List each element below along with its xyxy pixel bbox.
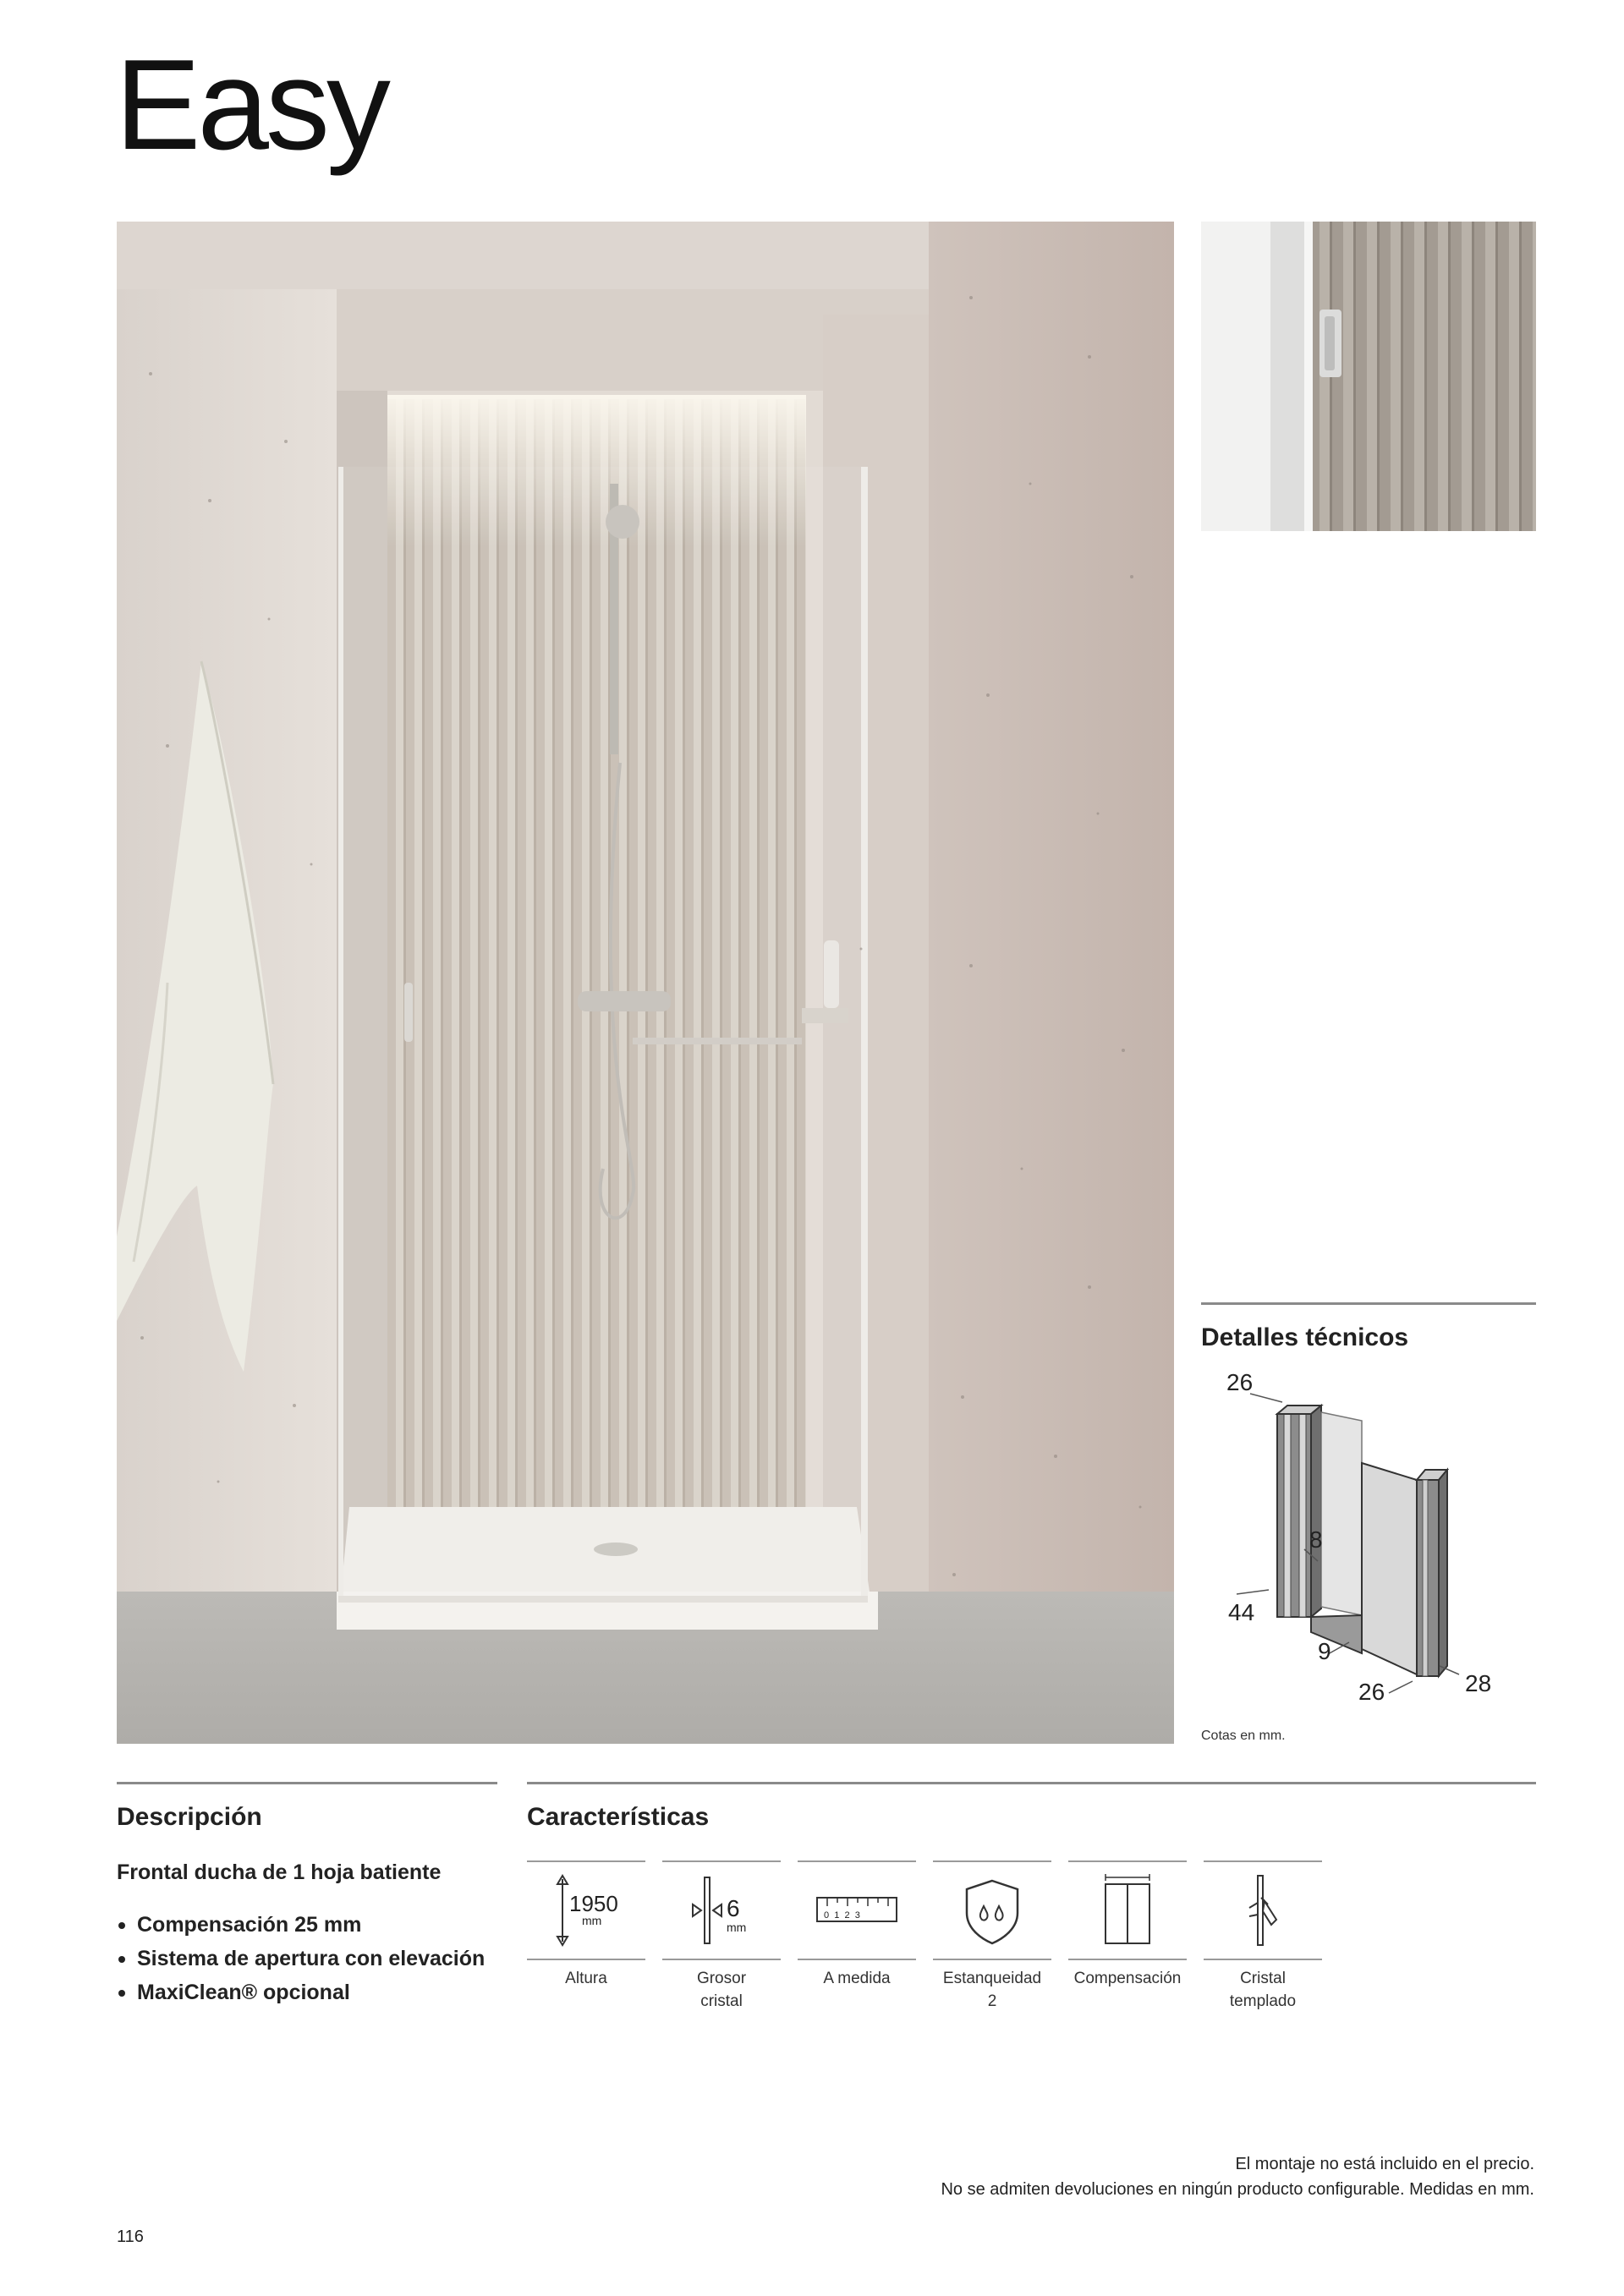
feature-label: Cristal templado xyxy=(1229,1970,1297,2010)
ruler-icon xyxy=(798,1860,916,1960)
dim-top: 26 xyxy=(1226,1369,1254,1395)
features-rule xyxy=(527,1782,1536,1784)
description-subtitle: Frontal ducha de 1 hoja batiente xyxy=(117,1860,442,1884)
shower-enclosure-photo xyxy=(117,222,1174,1744)
hinge-detail-photo xyxy=(1201,222,1536,531)
feature-label: Estanqueidad 2 xyxy=(942,1970,1042,2010)
bullet-item: MaxiClean® opcional xyxy=(117,1975,485,2009)
feature-label: Compensación xyxy=(1073,1970,1182,1987)
dim-bottom-small: 9 xyxy=(1318,1638,1331,1664)
dim-bottom-mid: 26 xyxy=(1358,1679,1385,1705)
svg-text:1950: 1950 xyxy=(569,1891,618,1916)
bullet-item: Compensación 25 mm xyxy=(117,1908,485,1942)
description-bullets xyxy=(117,1908,485,2009)
features-title: Características xyxy=(527,1803,710,1831)
tempered-glass-icon xyxy=(1204,1860,1322,1960)
feature-label: Altura xyxy=(565,1970,607,1987)
footer-note-2: No se admiten devoluciones en ningún producto configurable. Medidas en mm. xyxy=(941,2180,1534,2199)
height-icon xyxy=(527,1860,645,1960)
feature-custom-size xyxy=(798,1860,916,1990)
page-title: Easy xyxy=(115,33,387,177)
svg-text:mm: mm xyxy=(582,1914,602,1927)
profile-diagram xyxy=(1201,1362,1536,1717)
feature-water-tightness xyxy=(933,1860,1051,2013)
compensation-icon xyxy=(1068,1860,1187,1960)
dimensions-caption: Cotas en mm. xyxy=(1201,1729,1286,1743)
glass-thickness-icon xyxy=(662,1860,781,1960)
dim-left: 44 xyxy=(1228,1599,1255,1625)
bullet-item: Sistema de apertura con elevación xyxy=(117,1942,485,1975)
svg-text:mm: mm xyxy=(727,1921,747,1934)
feature-height xyxy=(527,1860,645,1990)
feature-compensation xyxy=(1068,1860,1187,1990)
svg-text:0 1 2 3: 0 1 2 3 xyxy=(824,1910,860,1921)
technical-rule xyxy=(1201,1302,1536,1305)
footer-note-1: El montaje no está incluido en el precio. xyxy=(1235,2155,1534,2173)
feature-tempered-glass xyxy=(1204,1860,1322,2013)
feature-label: A medida xyxy=(823,1970,891,1987)
dim-bottom-right: 28 xyxy=(1465,1670,1492,1696)
feature-label: Grosor cristal xyxy=(696,1970,747,2010)
description-title: Descripción xyxy=(117,1803,262,1831)
description-rule xyxy=(117,1782,497,1784)
page-number: 116 xyxy=(117,2228,144,2246)
dim-middle: 8 xyxy=(1309,1526,1323,1553)
water-tightness-icon xyxy=(933,1860,1051,1960)
feature-glass-thickness xyxy=(662,1860,781,2013)
technical-details-title: Detalles técnicos xyxy=(1201,1323,1409,1351)
svg-text:6: 6 xyxy=(727,1895,740,1921)
